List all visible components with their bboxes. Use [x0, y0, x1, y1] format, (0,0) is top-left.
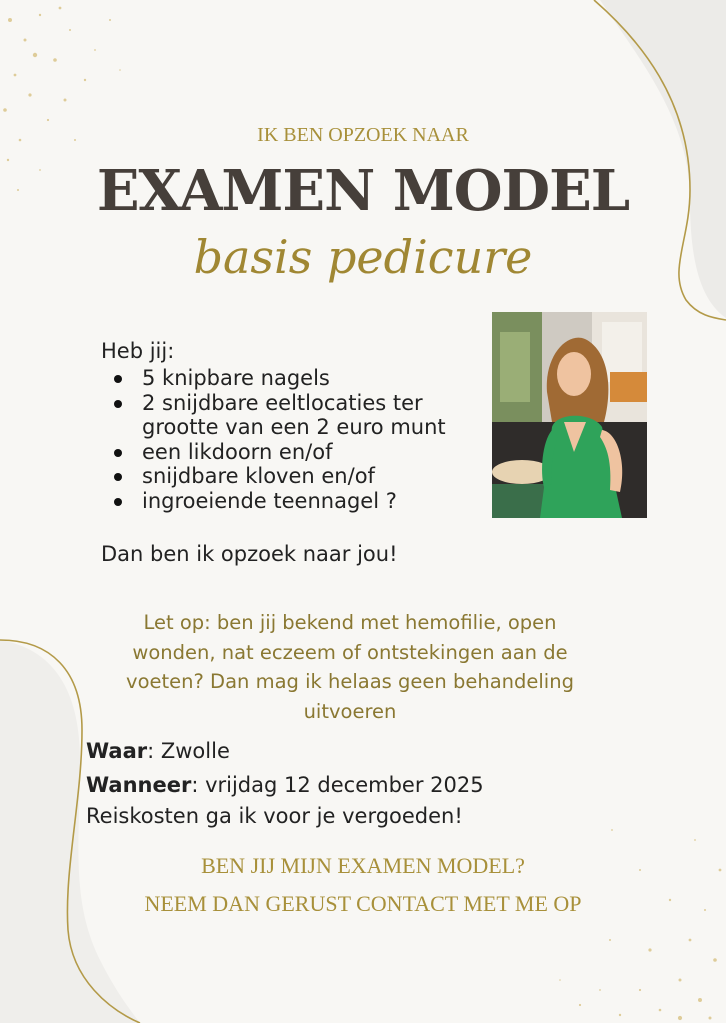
- list-item: 2 snijdbare eeltlocaties ter grootte van een 2 euro munt: [101, 391, 482, 440]
- footer-question: BEN JIJ MIJN EXAMEN MODEL?: [201, 853, 525, 878]
- location-line: [86, 739, 230, 763]
- location-value: : Zwolle: [147, 739, 230, 763]
- list-item: 5 knipbare nagels: [101, 366, 482, 391]
- footer-contact: NEEM DAN GERUST CONTACT MET ME OP: [144, 891, 582, 916]
- page-title: EXAMEN MODEL: [96, 158, 630, 224]
- requirements-list: [101, 366, 482, 514]
- warning-text: Let op: ben jij bekend met hemofilie, open wonden, nat eczeem of ontstekingen aan de voeten? Dan mag ik helaas geen behandeling uitvoeren: [126, 611, 574, 723]
- date-label: Wanneer: [86, 773, 192, 797]
- call-to-action: Dan ben ik opzoek naar jou!: [101, 542, 398, 566]
- list-item: snijdbare kloven en/of: [101, 464, 482, 489]
- travel-costs-text: Reiskosten ga ik voor je vergoeden!: [86, 804, 463, 828]
- requirements-intro: Heb jij:: [101, 339, 175, 363]
- date-value: : vrijdag 12 december 2025: [191, 773, 484, 797]
- list-item: een likdoorn en/of: [101, 440, 482, 465]
- eyebrow-text: IK BEN OPZOEK NAAR: [257, 124, 469, 146]
- portrait-photo: [492, 312, 647, 518]
- location-label: Waar: [86, 739, 148, 763]
- portrait-illustration: [492, 312, 647, 518]
- list-item: ingroeiende teennagel ?: [101, 489, 482, 514]
- date-line: [86, 773, 484, 797]
- page-subtitle: basis pedicure: [193, 230, 533, 284]
